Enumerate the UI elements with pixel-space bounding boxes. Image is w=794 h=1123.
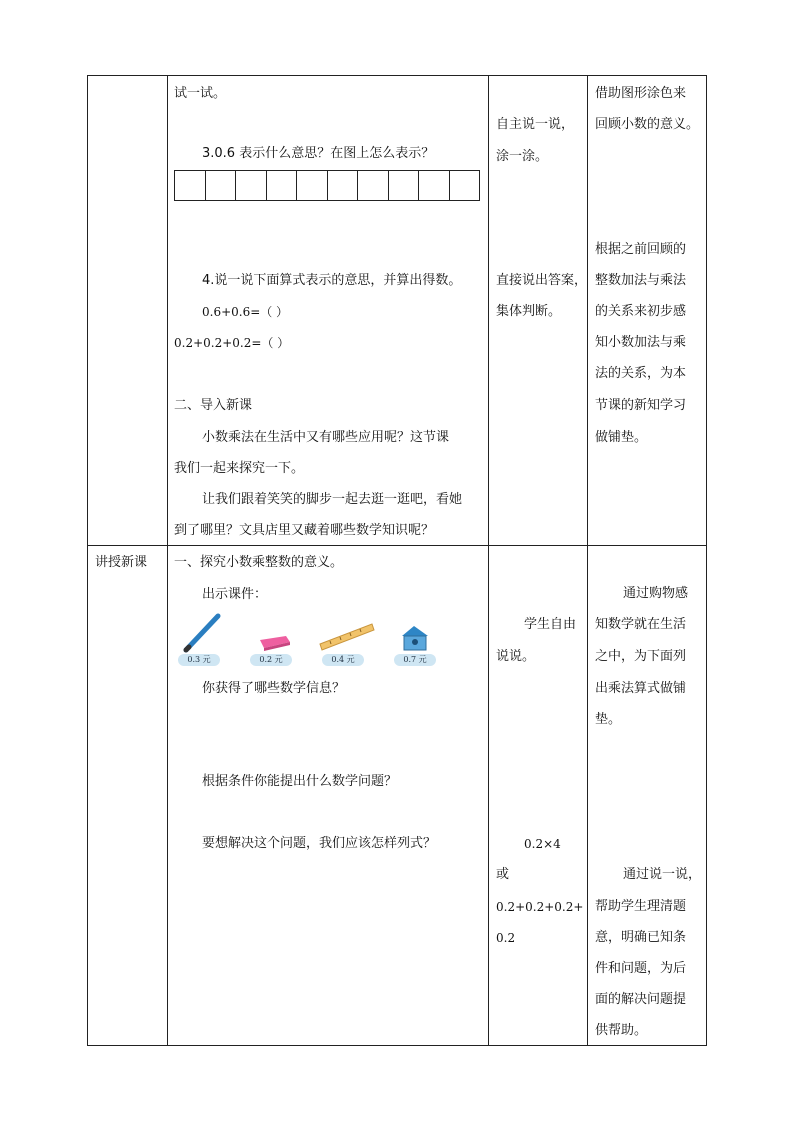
ruler-icon <box>318 622 376 652</box>
grid-cell[interactable] <box>450 171 480 200</box>
table-border-right <box>706 75 707 1046</box>
student-activity-2a: 直接说出答案， <box>496 273 588 288</box>
formula-or: 或 <box>496 867 510 882</box>
purpose-4-line3: 意，明确已知条 <box>595 930 687 945</box>
table-border-col2 <box>488 75 489 1046</box>
purpose-2-line1: 根据之前回顾的 <box>595 242 687 257</box>
intro-paragraph-2b: 到了哪里？文具店里又藏着哪些数学知识呢？ <box>174 523 435 538</box>
price-tag: 0.7 元 <box>394 654 436 666</box>
pencil-sharpener-icon <box>398 624 432 652</box>
eraser-icon <box>256 632 292 652</box>
table-border-col1 <box>167 75 168 1046</box>
purpose-3-line5: 垫。 <box>595 712 622 727</box>
grid-cell[interactable] <box>297 171 328 200</box>
intro-paragraph-1a: 小数乘法在生活中又有哪些应用呢？这节课 <box>202 430 450 445</box>
question-formula: 要想解决这个问题，我们应该怎样列式？ <box>202 836 437 851</box>
purpose-2-line3: 的关系来初步感 <box>595 304 687 319</box>
try-title: 试一试。 <box>174 86 227 101</box>
purpose-1-line2: 回顾小数的意义。 <box>595 117 700 132</box>
courseware-label: 出示课件： <box>202 587 268 602</box>
purpose-4-line5: 面的解决问题提 <box>595 992 687 1007</box>
student-activity-2b: 集体判断。 <box>496 304 562 319</box>
pencil-icon <box>180 612 224 656</box>
formula-add-a: 0.2+0.2+0.2+ <box>496 900 584 914</box>
purpose-2-line2: 整数加法与乘法 <box>595 273 687 288</box>
purpose-1-line1: 借助图形涂色来 <box>595 86 687 101</box>
equation-2: 0.2+0.2+0.2=（ ） <box>174 336 290 350</box>
formula-multiply: 0.2×4 <box>524 837 561 851</box>
equation-1: 0.6+0.6=（ ） <box>202 305 289 319</box>
purpose-4-line4: 件和问题，为后 <box>595 961 687 976</box>
question-problem: 根据条件你能提出什么数学问题？ <box>202 774 398 789</box>
purpose-4-line2: 帮助学生理清题 <box>595 899 687 914</box>
table-border-bottom <box>87 1045 707 1046</box>
purpose-2-line4: 知小数加法与乘 <box>595 335 687 350</box>
purpose-3-line1: 通过购物感 <box>623 586 689 601</box>
section-label: 讲授新课 <box>95 555 148 570</box>
price-tag: 0.2 元 <box>250 654 292 666</box>
table-border-left <box>87 75 88 1046</box>
purpose-4-line1: 通过说一说， <box>623 867 702 882</box>
grid-cell[interactable] <box>267 171 298 200</box>
table-border-col3 <box>587 75 588 1046</box>
purpose-3-line4: 出乘法算式做铺 <box>595 681 687 696</box>
question-4: 4.说一说下面算式表示的意思，并算出得数。 <box>202 273 462 288</box>
purpose-4-line6: 供帮助。 <box>595 1023 648 1038</box>
grid-cell[interactable] <box>358 171 389 200</box>
intro-heading: 二、导入新课 <box>174 398 253 413</box>
price-tag: 0.4 元 <box>322 654 364 666</box>
question-info: 你获得了哪些数学信息？ <box>202 681 346 696</box>
student-activity-3b: 说说。 <box>496 649 536 664</box>
intro-paragraph-1b: 我们一起来探究一下。 <box>174 461 305 476</box>
explore-heading: 一、探究小数乘整数的意义。 <box>174 555 344 570</box>
grid-cell[interactable] <box>389 171 420 200</box>
student-activity-1b: 涂一涂。 <box>496 149 549 164</box>
grid-cell[interactable] <box>175 171 206 200</box>
formula-add-b: 0.2 <box>496 931 516 945</box>
purpose-2-line7: 做铺垫。 <box>595 430 648 445</box>
grid-cell[interactable] <box>236 171 267 200</box>
purpose-2-line6: 节课的新知学习 <box>595 398 687 413</box>
decimal-grid[interactable] <box>174 170 480 201</box>
grid-cell[interactable] <box>206 171 237 200</box>
table-row-divider <box>87 545 707 546</box>
question-3: 3.0.6 表示什么意思？在图上怎么表示？ <box>202 146 435 161</box>
intro-paragraph-2a: 让我们跟着笑笑的脚步一起去逛一逛吧，看她 <box>202 492 463 507</box>
grid-cell[interactable] <box>419 171 450 200</box>
student-activity-1a: 自主说一说， <box>496 117 575 132</box>
table-border-top <box>87 75 707 76</box>
grid-cell[interactable] <box>328 171 359 200</box>
purpose-3-line3: 之中，为下面列 <box>595 649 687 664</box>
student-activity-3a: 学生自由 <box>524 617 577 632</box>
purpose-3-line2: 知数学就在生活 <box>595 617 687 632</box>
purpose-2-line5: 法的关系，为本 <box>595 366 687 381</box>
price-tag: 0.3 元 <box>178 654 220 666</box>
